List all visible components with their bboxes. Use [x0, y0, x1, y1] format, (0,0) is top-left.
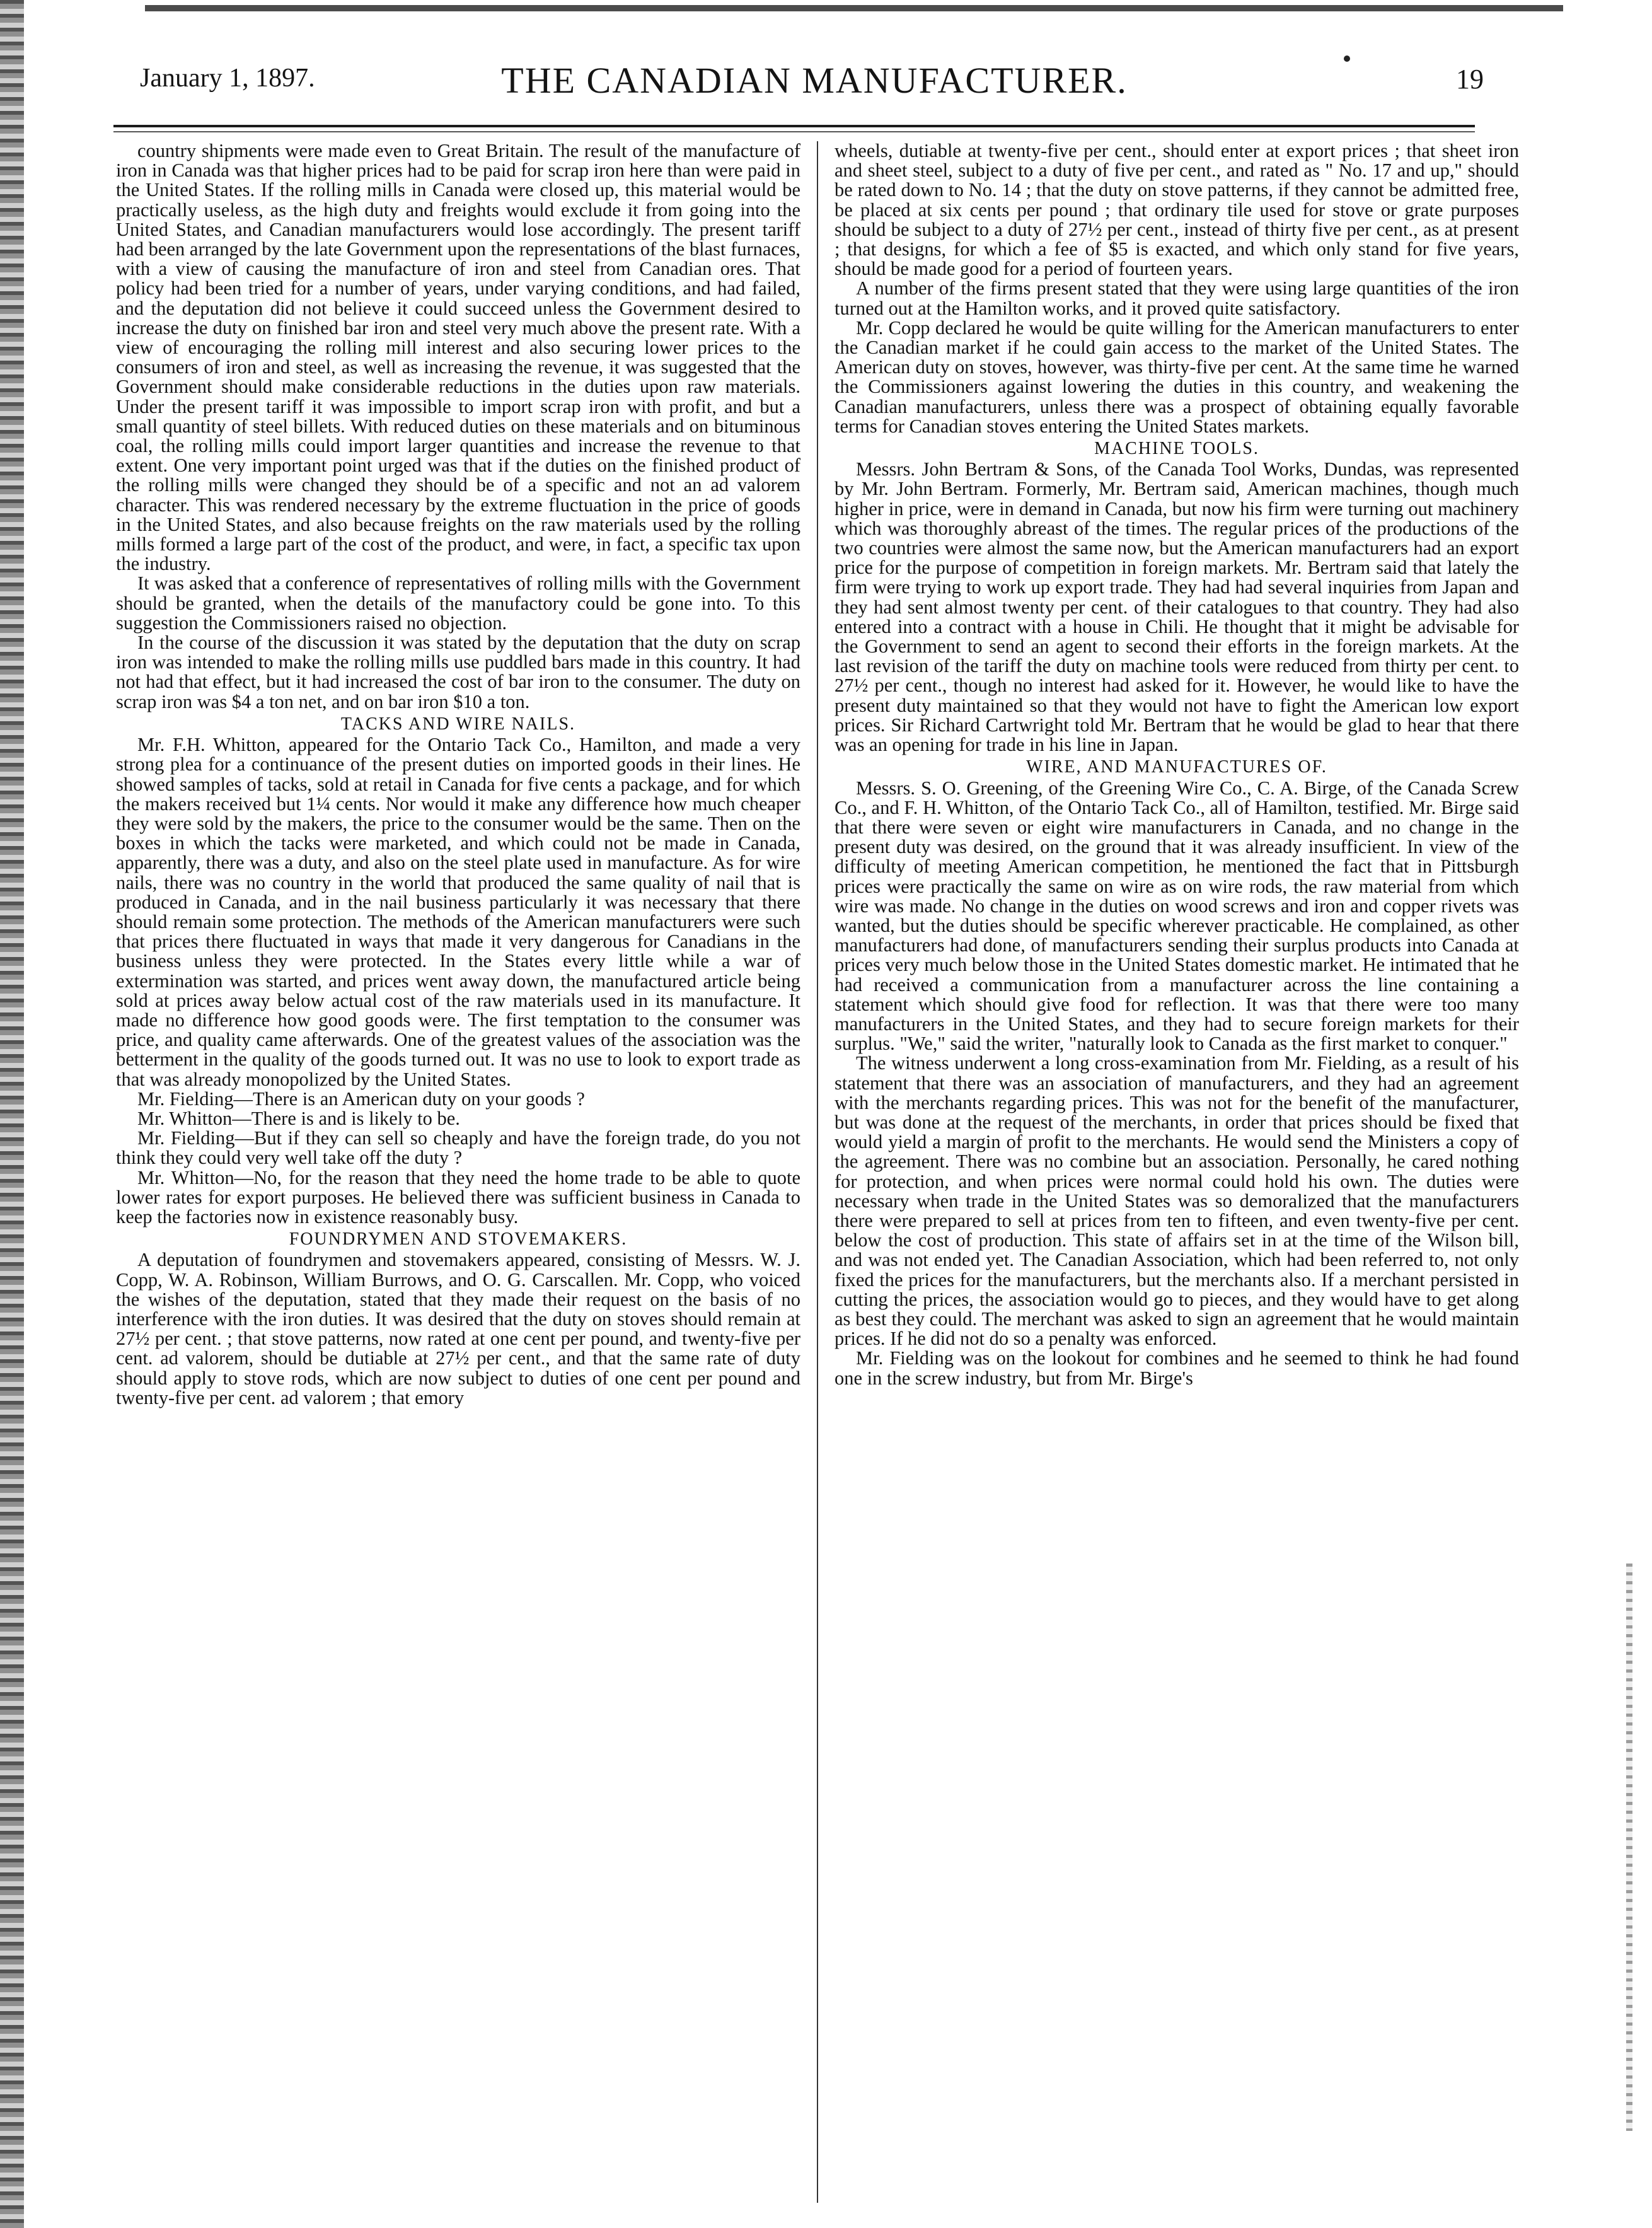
- page-number: 19: [1456, 64, 1484, 95]
- left-column: [116, 141, 800, 2215]
- paragraph: Mr. F.H. Whitton, appeared for the Ontario Tack Co., Hamilton, and made a very strong plea for a continuance of the present duties on imported goods in their lines. He showed samples of tacks, sold at retail in Canada for five cents a package, and for which the makers received but 1¼ cents. Nor would it make any difference how much cheaper they were sold by the makers, the price to the consumer would be the same. Then on the boxes in which the tacks were marketed, and which could not be made in Canada, apparently, there was a duty, and also on the steel plate used in manufacture. As for wire nails, there was no country in the world that produced the same quality of nail that is produced in Canada, and in the nail business particularly it was necessary that there should remain some protection. The methods of the American manufacturers were such that prices there fluctuated in ways that made it very dangerous for Canadians in the business unless they were protected. In the States every little while a war of extermination was started, and prices went away down, the manufactured article being sold at prices away below actual cost of the raw materials used in its manufacture. It made no difference how good goods were. The first temptation to the consumer was price, and quality came afterwards. One of the greatest values of the association was the betterment in the quality of the goods turned out. It was no use to look to export trade as that was already monopolized by the United States.: [116, 734, 800, 1090]
- paragraph: Mr. Fielding—But if they can sell so cheaply and have the foreign trade, do you not think they could very well take off the duty ?: [116, 1127, 800, 1169]
- issue-date: January 1, 1897.: [140, 64, 315, 93]
- section-heading: TACKS AND WIRE NAILS.: [340, 714, 576, 734]
- publication-title: THE CANADIAN MANUFACTURER.: [501, 60, 1128, 101]
- section-heading: MACHINE TOOLS.: [1094, 439, 1259, 459]
- paragraph: A deputation of foundrymen and stovemakers appeared, consisting of Messrs. W. J. Copp, W. A. Robinson, William Burrows, and O. G. Carscallen. Mr. Copp, who voiced the wishes of the deputation, stated that they made their request on the basis of no interference with the iron duties. It was desired that the duty on stoves should remain at 27½ per cent. ; that stove patterns, now rated at one cent per pound, and twenty-five per cent. ad valorem, should be dutiable at 27½ per cent., and that the same rate of duty should apply to stove rods, which are now subject to duties of one cent per pound and twenty-five per cent. ad valorem ; that emory: [116, 1249, 800, 1408]
- paragraph: Messrs. John Bertram & Sons, of the Canada Tool Works, Dundas, was represented by Mr. John Bertram. Formerly, Mr. Bertram said, American machines, though much higher in price, were in demand in Canada, but now his firm were turning out machinery which was thoroughly abreast of the times. The regular prices of the productions of the two countries were almost the same now, but the American manufacturers had an export price for the purpose of competition in foreign markets. Mr. Bertram said that lately the firm were trying to work up export trade. They had had several inquiries from Japan and they had sent almost twenty per cent. of their catalogues to that country. They had also entered into a contract with a house in Chili. He thought that it might be advisable for the Government to send an agent to second their efforts in the foreign markets. At the last revision of the tariff the duty on machine tools were reduced from thirty per cent. to 27½ per cent., though no interest had asked for it. However, he would like to have the present duty maintained so that they would not have to fight the American low export prices. Sir Richard Cartwright told Mr. Bertram that he would be glad to hear that there was an opening for trade in his line in Japan.: [835, 458, 1519, 756]
- paragraph: Mr. Fielding was on the lookout for combines and he seemed to think he had found one in the screw industry, but from Mr. Birge's: [835, 1347, 1519, 1389]
- paragraph: It was asked that a conference of representatives of rolling mills with the Government should be granted, when the details of the manufactory could be gone into. To this suggestion the Commissioners raised no objection.: [116, 572, 800, 634]
- paragraph: In the course of the discussion it was stated by the deputation that the duty on scrap iron was intended to make the rolling mills use puddled bars made in this country. It had not had that effect, but it had increased the cost of bar iron to the consumer. The duty on scrap iron was $4 a ton net, and on bar iron $10 a ton.: [116, 632, 800, 712]
- section-heading: FOUNDRYMEN AND STOVEMAKERS.: [289, 1229, 628, 1250]
- paragraph: wheels, dutiable at twenty-five per cent., should enter at export prices ; that sheet iron and sheet steel, subject to a duty of five per cent., and rated as " No. 17 and up," should be rated down to No. 14 ; that the duty on stove patterns, if they cannot be admitted free, be placed at six cents per pound ; that ordinary tile used for stove or grate purposes should be subject to a duty of 27½ per cent., instead of thirty five per cent., as at present ; that designs, for which a fee of $5 is exacted, and which only stand for five years, should be made good for a period of fourteen years.: [835, 141, 1519, 280]
- paragraph: Mr. Whitton—No, for the reason that they need the home trade to be able to quote lower rates for export purposes. He believed there was sufficient business in Canada to keep the factories now in existence reasonably busy.: [116, 1166, 800, 1227]
- paragraph: The witness underwent a long cross-examination from Mr. Fielding, as a result of his statement that there was an association of manufacturers, and they had an agreement with the merchants regarding prices. This was not for the benefit of the manufacturer, but was done at the request of the merchants, in order that prices should be fixed that would yield a margin of profit to the merchants. He would send the Ministers a copy of the agreement. There was no combine but an association. Personally, he cared nothing for protection, and when prices were normal could hold his own. The duties were necessary when trade in the United States was so demoralized that the manufacturers there were prepared to sell at prices from ten to fifteen, and even twenty-five per cent. below the cost of production. This state of affairs set in at the time of the Wilson bill, and was not ended yet. The Canadian Association, which had been referred to, not only fixed the prices for the manufacturers, but the merchants also. If a merchant persisted in cutting the prices, the association would go to pieces, and they would have to get along as best they could. The merchant was asked to sign an agreement that he would maintain prices. If he did not do so a penalty was enforced.: [835, 1052, 1519, 1350]
- column-divider: [817, 141, 818, 2203]
- header-rule: [113, 125, 1475, 127]
- paragraph: Mr. Fielding—There is an American duty on your goods ?: [137, 1088, 585, 1110]
- paragraph: country shipments were made even to Great Britain. The result of the manufacture of iron in Canada was that higher prices had to be paid for scrap iron here than were paid in the United States. If the rolling mills in Canada were closed up, this material would be practically useless, as the high duty and freights would exclude it from going into the United States, and Canadian manufacturers would lose accordingly. The present tariff had been arranged by the late Government upon the representations of the blast furnaces, with a view of causing the manufacture of iron and steel from Canadian ores. That policy had been tried for a number of years, under varying conditions, and had failed, and the deputation did not believe it could succeed unless the Government desired to increase the duty on finished bar iron and steel very much above the present rate. With a view of encouraging the rolling mill interest and also securing lower prices to the consumers of iron and steel, as well as increasing the revenue, it was suggested that the Government should make considerable reductions in the duties upon raw materials. Under the present tariff it was impossible to import scrap iron with profit, and but a small quantity of steel billets. With reduced duties on these materials and on bituminous coal, the rolling mills could import larger quantities and increase the revenue to that extent. One very important point urged was that if the duties on the finished product of the rolling mills were changed they should be of a specific and not an ad valorem character. This was rendered necessary by the extreme fluctuation in the price of goods in the United States, and also because freights on the raw materials used by the rolling mills formed a large part of the cost of the product, and were, in fact, a specific tax upon the industry.: [116, 141, 800, 575]
- scan-binding-edge: [0, 0, 24, 2228]
- paragraph: A number of the firms present stated that they were using large quantities of the iron turned out at the Hamilton works, and it proved quite satisfactory.: [835, 277, 1519, 319]
- header-rule-thin: [113, 131, 1475, 132]
- right-column: [835, 141, 1519, 2215]
- paragraph: Messrs. S. O. Greening, of the Greening Wire Co., C. A. Birge, of the Canada Screw Co., and F. H. Whitton, of the Ontario Tack Co., all of Hamilton, testified. Mr. Birge said that there were seven or eight wire manufacturers in Canada, and no change in the present duty was desired, on the ground that it was already insufficient. In view of the difficulty of meeting American competition, he mentioned the fact that in Pittsburgh prices were practically the same on wire as on wire rods, the raw material from which wire was made. No change in the duties on wood screws and iron and copper rivets was wanted, but the duties should be specific wherever practicable. He complained, as other manufacturers had done, of manufacturers sending their surplus products into Canada at prices very much below those in the United States domestic market. He intimated that he had received a communication from a manufacturer across the line containing a statement which should give food for reflection. It was that there were too many manufacturers in the United States, and they had to secure foreign markets for their surplus. "We," said the writer, "naturally look to Canada as the first market to conquer.": [835, 777, 1519, 1055]
- top-border-rule: [145, 5, 1563, 11]
- paragraph: Mr. Whitton—There is and is likely to be.: [137, 1107, 460, 1129]
- paragraph: Mr. Copp declared he would be quite willing for the American manufacturers to enter the Canadian market if he could gain access to the market of the United States. The American duty on stoves, however, was thirty-five per cent. At the same time he warned the Commissioners against lowering the duties in this country, and weakening the Canadian manufacturers, unless there was a prospect of obtaining equally favorable terms for Canadian stoves entering the United States markets.: [835, 316, 1519, 437]
- section-heading: WIRE, AND MANUFACTURES OF.: [1026, 757, 1327, 777]
- scan-edge-marks: [1626, 1564, 1632, 2131]
- page-header: [140, 60, 1489, 113]
